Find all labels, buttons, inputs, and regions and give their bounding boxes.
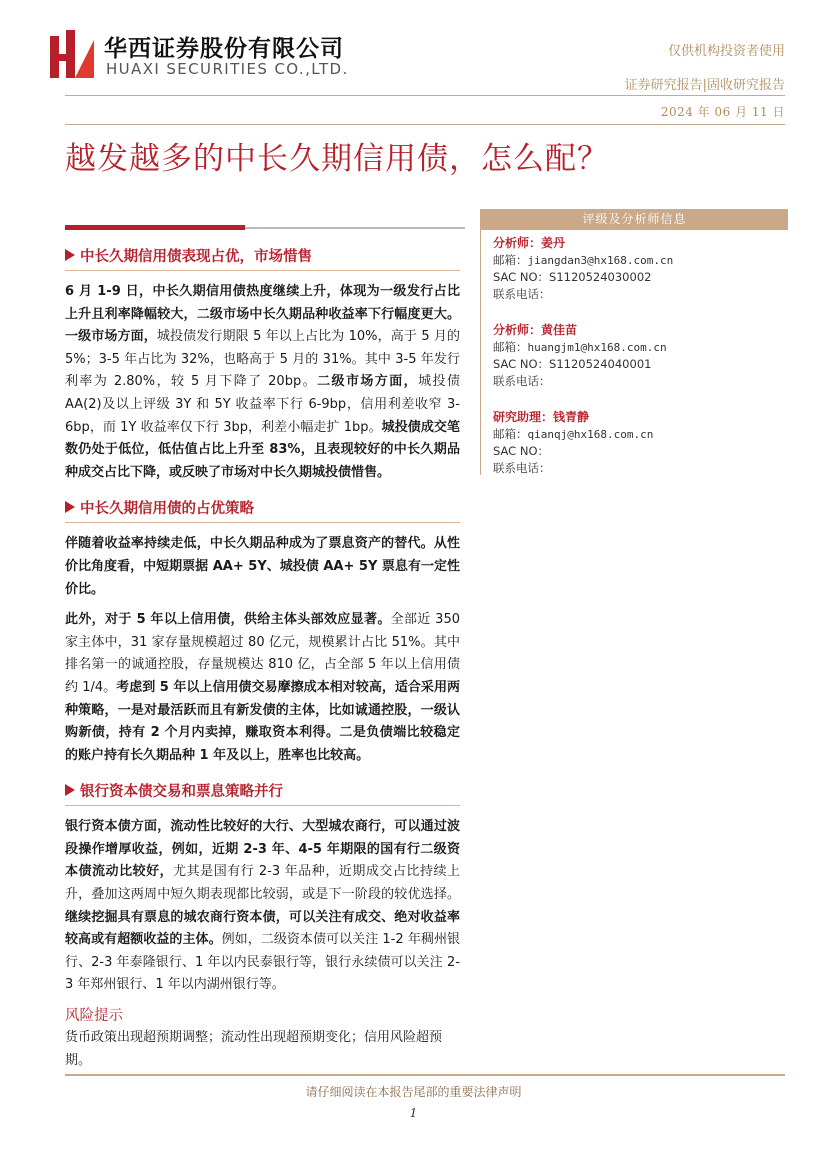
section-heading-text: 银行资本债交易和票息策略并行 [80, 783, 283, 800]
email-label: 邮箱： [493, 340, 528, 354]
section-heading [65, 775, 460, 805]
bold-text: 伴随着收益率持续走低，中长久期品种成为了票息资产的替代。从性价比角度看，中短期票据 AA+ 5Y、城投债 AA+ 5Y 票息有一定性价比。 [65, 536, 460, 597]
analyst-email-link[interactable]: qianqj@hx168.com.cn [527, 428, 654, 441]
body-text: 全部近 350 家主体中，31 家存量规模超过 80 亿元，规模累计占比 51%。其中排名第一的诚通控股，存量规模达 810 亿，占全部 5 年以上信用债约 1/4。 [65, 612, 460, 695]
analyst-phone-row [493, 373, 788, 390]
analyst-panel-header: 评级及分析师信息 [481, 209, 788, 230]
analyst-card [481, 404, 788, 477]
audience-label: 仅供机构投资者使用 [667, 44, 785, 59]
analyst-panel [480, 209, 788, 475]
bold-text: 继续挖掘具有票息的城农商行资本债，可以关注有成交、绝对收益率较高或有超额收益的主体。 [65, 909, 460, 948]
company-name-cn: 华西证券股份有限公司 [104, 36, 344, 62]
paragraph [65, 816, 460, 997]
phone-label: 联系电话： [493, 374, 551, 388]
phone-label: 联系电话： [493, 287, 551, 301]
analyst-phone-row [493, 286, 788, 303]
section-heading [65, 492, 460, 522]
bold-text: 考虑到 5 年以上信用债交易摩擦成本相对较高，适合采用两种策略，一是对最活跃而且有新发债的主体，比如诚通控股，一级认购新债，持有 2 个月内卖掉，赚取资本利得。二是负债端比较稳定的账户持有长久期品种 1 年及以上，胜率也比较高。 [65, 679, 460, 763]
bold-text: 6 月 1-9 日，中长久期信用债热度继续上升，体现为一级发行占比上升且利率降幅较大，二级市场中长久期品种收益率下行幅度更大。一级市场方面， [65, 284, 460, 345]
triangle-bullet-icon [65, 784, 75, 796]
analyst-email-row [493, 339, 788, 356]
section-heading-text: 中长久期信用债的占优策略 [80, 500, 254, 517]
analyst-sac-row [493, 356, 788, 373]
analyst-sac-row [493, 443, 788, 460]
bold-text: 此外，对于 5 年以上信用债，供给主体头部效应显著。 [65, 612, 391, 628]
analyst-name: 分析师：姜丹 [493, 236, 566, 250]
analyst-name: 分析师：黄佳苗 [493, 323, 578, 337]
analyst-card [481, 317, 788, 390]
paragraph [65, 533, 460, 601]
paragraph [65, 281, 460, 484]
report-date: 2024 年 06 月 11 日 [660, 105, 785, 119]
section-divider [65, 522, 460, 523]
footer-disclaimer: 请仔细阅读在本报告尾部的重要法律声明 [305, 1085, 522, 1099]
analyst-card [481, 230, 788, 303]
email-label: 邮箱： [493, 427, 528, 441]
body-text: 城投债 AA(2)及以上评级 3Y 和 5Y 收益率下行 6-9bp，信用利差收窄 3-6bp，而 1Y 收益率仅下行 3bp，利差小幅走扩 1bp。 [65, 374, 460, 435]
report-title: 越发越多的中长久期信用债，怎么配？ [65, 141, 609, 177]
sac-label: SAC NO： [493, 270, 550, 284]
header-divider [65, 95, 785, 96]
section-divider [65, 805, 460, 806]
paragraph [65, 609, 460, 767]
header-divider [65, 124, 785, 125]
section-divider [65, 270, 460, 271]
analyst-email-link[interactable]: huangjm1@hx168.com.cn [527, 341, 667, 354]
footer-divider [65, 1074, 785, 1076]
triangle-bullet-icon [65, 249, 75, 261]
analyst-sac-row [493, 269, 788, 286]
analyst-name: 研究助理：钱青静 [493, 410, 590, 424]
sac-label: SAC NO： [493, 444, 550, 458]
section-heading-text: 中长久期信用债表现占优，市场惜售 [80, 248, 312, 265]
analyst-sac-number: S1120524030002 [549, 270, 652, 284]
analyst-phone-row [493, 460, 788, 477]
body-text: 例如，二级资本债可以关注 1-2 年稠州银行、2-3 年泰隆银行、1 年以内民泰银行等，银行永续债可以关注 2-3 年郑州银行、1 年以内湖州银行等。 [65, 932, 460, 993]
main-content [65, 240, 460, 1072]
accent-bar [65, 225, 245, 230]
sac-label: SAC NO： [493, 357, 550, 371]
report-type-label: 证券研究报告|固收研究报告 [624, 78, 785, 93]
triangle-bullet-icon [65, 501, 75, 513]
bold-text: 城投债成交笔数仍处于低位，低估值占比上升至 83%，且表现较好的中长久期品种成交占比下降，或反映了市场对中长久期城投债惜售。 [65, 419, 460, 480]
accent-bar-grey [245, 227, 465, 229]
section-heading [65, 240, 460, 270]
analyst-email-link[interactable]: jiangdan3@hx168.com.cn [527, 254, 674, 267]
company-name-en: HUAXI SECURITIES CO.,LTD. [106, 60, 349, 78]
risk-text: 货币政策出现超预期调整；流动性出现超预期变化；信用风险超预期。 [65, 1030, 443, 1068]
huaxi-logo-icon [50, 30, 94, 78]
analyst-sac-number: S1120524040001 [549, 357, 652, 371]
body-text: 城投债发行期限 5 年以上占比为 10%，高于 5 月的 5%；3-5 年占比为 32%，也略高于 5 月的 31%。其中 3-5 年发行利率为 2.80%，较 5 月下降了 20bp。 [65, 329, 460, 390]
phone-label: 联系电话： [493, 461, 551, 475]
email-label: 邮箱： [493, 253, 528, 267]
bold-text: 银行资本债方面，流动性比较好的大行、大型城农商行，可以通过波段操作增厚收益，例如，近期 2-3 年、4-5 年期限的国有行二级资本债流动比较好， [65, 819, 460, 880]
body-text: 尤其是国有行 2-3 年品种，近期成交占比持续上升，叠加这两周中短久期表现都比较弱，或是下一阶段的较优选择。 [65, 864, 460, 903]
analyst-email-row [493, 252, 788, 269]
bold-text: 二级市场方面， [317, 374, 419, 390]
page-number: 1 [409, 1106, 418, 1120]
analyst-email-row [493, 426, 788, 443]
risk-heading: 风险提示 [65, 1008, 123, 1025]
